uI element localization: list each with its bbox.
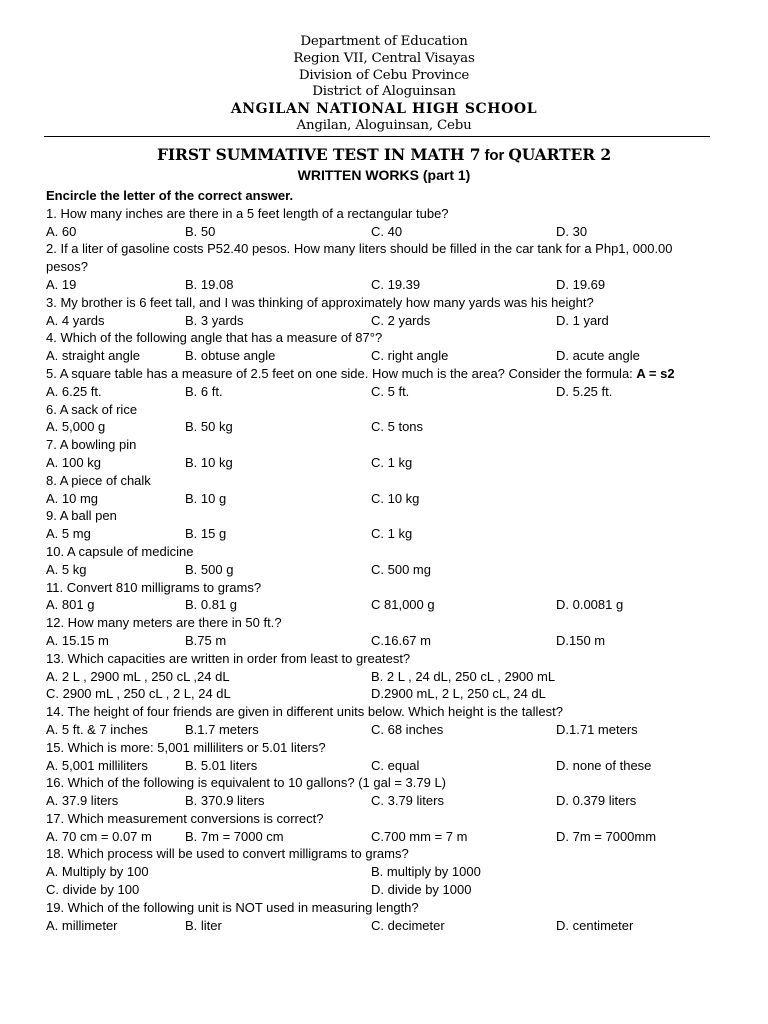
answer-choice[interactable]: B. 10 kg (185, 454, 233, 470)
answer-choice[interactable]: B. 500 g (185, 561, 234, 577)
question-text: 18. Which process will be used to convert milligrams to grams? (46, 846, 409, 862)
answer-choice[interactable]: B. 370.9 liters (185, 793, 265, 809)
question-text: 9. A ball pen (46, 508, 117, 524)
test-title (0, 146, 768, 165)
answer-choice[interactable]: D. 7m = 7000mm (556, 828, 657, 844)
question-text: 19. Which of the following unit is NOT used in measuring length? (46, 899, 419, 915)
answer-choice[interactable]: C. 2 yards (371, 312, 431, 328)
answer-choice[interactable]: A. millimeter (46, 917, 118, 933)
answer-choice[interactable]: B. 3 yards (185, 312, 244, 328)
answer-choice[interactable]: D. acute angle (556, 348, 640, 364)
answer-options (46, 668, 718, 686)
answer-choice[interactable]: A. 10 mg (46, 490, 99, 506)
title-part: for (480, 147, 509, 164)
answer-options (46, 418, 718, 436)
answer-options (46, 792, 718, 810)
answer-choice[interactable]: A. Multiply by 100 (46, 864, 149, 880)
answer-choice[interactable]: C. 3.79 liters (371, 793, 444, 809)
formula: A = s2 (636, 365, 675, 381)
questions-body (46, 187, 718, 934)
answer-choice[interactable]: A. 5,000 g (46, 419, 106, 435)
instruction: Encircle the letter of the correct answer. (46, 188, 294, 203)
answer-options (46, 454, 718, 472)
answer-options (46, 312, 718, 330)
answer-choice[interactable]: C. decimeter (371, 917, 445, 933)
answer-choice[interactable]: D. 5.25 ft. (556, 383, 613, 399)
answer-choice[interactable]: C. 19.39 (371, 276, 421, 292)
answer-choice[interactable]: C. 5 tons (371, 419, 424, 435)
answer-options (46, 632, 718, 650)
answer-options (46, 223, 718, 241)
header-line: Region VII, Central Visayas (293, 50, 475, 66)
answer-choice[interactable]: D. 30 (556, 223, 588, 239)
answer-choice[interactable]: D. 1 yard (556, 312, 609, 328)
question-text: 12. How many meters are there in 50 ft.? (46, 615, 282, 631)
answer-choice[interactable]: B. obtuse angle (185, 348, 276, 364)
test-subtitle: WRITTEN WORKS (part 1) (297, 167, 471, 183)
answer-choice[interactable]: A. 100 kg (46, 454, 101, 470)
header-line: District of Aloguinsan (312, 84, 456, 100)
question-text: 10. A capsule of medicine (46, 543, 194, 559)
answer-choice[interactable]: C. divide by 100 (46, 882, 140, 898)
answer-choice[interactable]: A. 60 (46, 223, 77, 239)
answer-choice[interactable]: A. 5 mg (46, 526, 91, 542)
header-line: Division of Cebu Province (298, 67, 470, 83)
answer-choice[interactable]: A. 6.25 ft. (46, 383, 102, 399)
answer-choice[interactable]: D. 0.0081 g (556, 597, 624, 613)
answer-options (46, 917, 718, 935)
answer-choice[interactable]: D.150 m (556, 632, 606, 648)
document-header (0, 34, 768, 135)
answer-choice[interactable]: D. divide by 1000 (371, 882, 472, 898)
answer-choice[interactable]: D.1.71 meters (556, 721, 638, 737)
answer-options (46, 828, 718, 846)
answer-choice[interactable]: B.1.7 meters (185, 721, 259, 737)
answer-choice[interactable]: C. 5 ft. (371, 383, 410, 399)
answer-choice[interactable]: C 81,000 g (371, 597, 435, 613)
answer-choice[interactable]: C.16.67 m (371, 632, 431, 648)
question-text: 7. A bowling pin (46, 437, 137, 453)
answer-options (46, 383, 718, 401)
answer-choice[interactable]: B. 50 (185, 223, 216, 239)
header-line: Department of Education (300, 34, 468, 49)
answer-options (46, 881, 718, 899)
answer-choice[interactable]: A. 4 yards (46, 312, 105, 328)
answer-choice[interactable]: B. 5.01 liters (185, 757, 258, 773)
answer-options (46, 721, 718, 739)
answer-options (46, 525, 718, 543)
question-text: 3. My brother is 6 feet tall, and I was thinking of approximately how many yards was his height? (46, 294, 594, 310)
school-address: Angilan, Aloguinsan, Cebu (296, 118, 472, 134)
question-text: 14. The height of four friends are given in different units below. Which height is the tallest? (46, 704, 563, 720)
answer-choice[interactable]: B. liter (185, 917, 222, 933)
answer-choice[interactable]: C. equal (371, 757, 420, 773)
question-text: 17. Which measurement conversions is correct? (46, 810, 324, 826)
answer-choice[interactable]: C. 40 (371, 223, 403, 239)
answer-choice[interactable]: D. 0.379 liters (556, 793, 637, 809)
answer-choice[interactable]: B. 7m = 7000 cm (185, 828, 284, 844)
question-text: 11. Convert 810 milligrams to grams? (46, 579, 262, 595)
answer-choice[interactable]: C. 500 mg (371, 561, 431, 577)
answer-options (46, 561, 718, 579)
answer-choice[interactable]: B. 50 kg (185, 419, 233, 435)
answer-choice[interactable]: B. 10 g (185, 490, 227, 506)
answer-options (46, 685, 718, 703)
answer-choice[interactable]: A. straight angle (46, 348, 140, 364)
answer-options (46, 347, 718, 365)
answer-choice[interactable]: A. 19 (46, 276, 77, 292)
answer-choice[interactable]: A. 5 ft. & 7 inches (46, 721, 148, 737)
answer-choice[interactable]: B. 0.81 g (185, 597, 238, 613)
answer-choice[interactable]: B.75 m (185, 632, 227, 648)
answer-choice[interactable]: B. multiply by 1000 (371, 864, 481, 880)
answer-choice[interactable]: B. 6 ft. (185, 383, 223, 399)
question-text: 15. Which is more: 5,001 milliliters or 5.01 liters? (46, 739, 326, 755)
answer-choice[interactable]: A. 5,001 milliliters (46, 757, 148, 773)
answer-choice[interactable]: C.700 mm = 7 m (371, 828, 468, 844)
answer-choice[interactable]: C. 1 kg (371, 526, 413, 542)
answer-options (46, 757, 718, 775)
question-text: 13. Which capacities are written in order from least to greatest? (46, 650, 411, 666)
answer-choice[interactable]: B. 15 g (185, 526, 227, 542)
title-part: QUARTER 2 (508, 145, 612, 164)
answer-choice[interactable]: C. 2900 mL , 250 cL , 2 L, 24 dL (46, 686, 231, 702)
question-text: 16. Which of the following is equivalent to 10 gallons? (1 gal = 3.79 L) (46, 775, 446, 791)
answer-choice[interactable]: C. 1 kg (371, 454, 413, 470)
question-text: 2. If a liter of gasoline costs P52.40 pesos. How many liters should be filled in the car tank for a Php1, 000.00 pesos? (46, 241, 673, 275)
answer-choice[interactable]: B. 2 L , 24 dL, 250 cL , 2900 mL (371, 668, 556, 684)
question-text: 8. A piece of chalk (46, 472, 151, 488)
answer-choice[interactable]: A. 15.15 m (46, 632, 109, 648)
question-text: 4. Which of the following angle that has a measure of 87°? (46, 330, 383, 346)
answer-choice[interactable]: A. 801 g (46, 597, 95, 613)
answer-choice[interactable]: D. none of these (556, 757, 652, 773)
answer-choice[interactable]: B. 19.08 (185, 276, 234, 292)
question-text (46, 365, 718, 383)
header-divider (44, 136, 710, 137)
answer-choice[interactable]: C. right angle (371, 348, 449, 364)
answer-choice[interactable]: D. 19.69 (556, 276, 606, 292)
answer-options (46, 490, 718, 508)
question-text: 6. A sack of rice (46, 401, 138, 417)
school-name: ANGILAN NATIONAL HIGH SCHOOL (230, 101, 538, 118)
question-text: 1. How many inches are there in a 5 feet length of a rectangular tube? (46, 205, 449, 221)
answer-choice[interactable]: D.2900 mL, 2 L, 250 cL, 24 dL (371, 686, 546, 702)
answer-choice[interactable]: C. 10 kg (371, 490, 420, 506)
answer-choice[interactable]: A. 2 L , 2900 mL , 250 cL ,24 dL (46, 668, 230, 684)
answer-choice[interactable]: A. 70 cm = 0.07 m (46, 828, 152, 844)
question-text-part: 5. A square table has a measure of 2.5 feet on one side. How much is the area? Consider the formula: (46, 365, 637, 381)
answer-choice[interactable]: A. 5 kg (46, 561, 87, 577)
answer-options (46, 276, 718, 294)
title-part: FIRST SUMMATIVE TEST IN MATH 7 (156, 145, 481, 164)
answer-choice[interactable]: C. 68 inches (371, 721, 444, 737)
answer-options (46, 596, 718, 614)
answer-options (46, 863, 718, 881)
answer-choice[interactable]: A. 37.9 liters (46, 793, 119, 809)
answer-choice[interactable]: D. centimeter (556, 917, 634, 933)
